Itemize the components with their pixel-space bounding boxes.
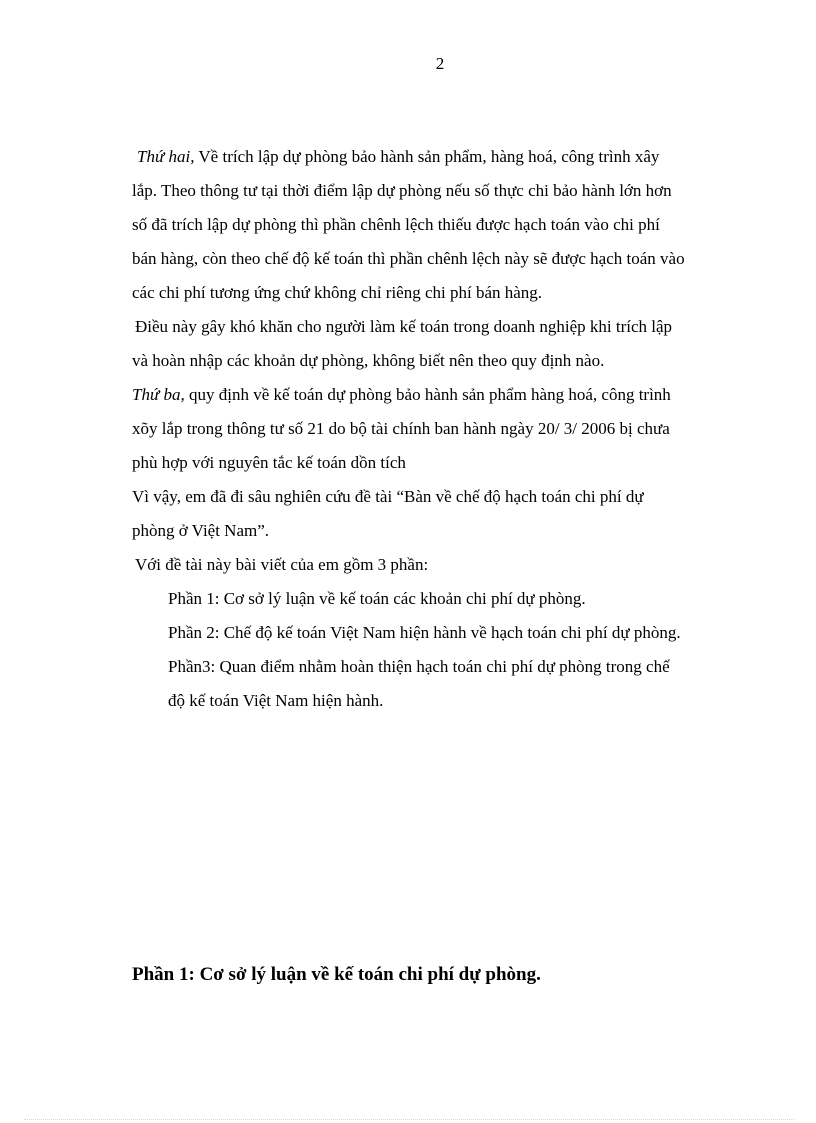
paragraph-1-line-3: số đã trích lập dự phòng thì phần chênh lệch thiếu được hạch toán vào chi phí [132, 215, 660, 234]
paragraph-2-line-2: và hoàn nhập các khoản dự phòng, không biết nên theo quy định nào. [132, 351, 605, 370]
parts-list-item-3: Phần3: Quan điểm nhằm hoàn thiện hạch toán chi phí dự phòng trong chế [168, 657, 670, 676]
paragraph-3-line-1-text: quy định về kế toán dự phòng bảo hành sản phẩm hàng hoá, công trình [184, 385, 671, 404]
parts-list-item-2: Phần 2: Chế độ kế toán Việt Nam hiện hành về hạch toán chi phí dự phòng. [168, 623, 681, 642]
paragraph-5-line-1: Với đề tài này bài viết của em gồm 3 phần: [135, 555, 429, 574]
paragraph-3-lead: Thứ ba, [132, 385, 185, 404]
paragraph-2-line-1: Điều này gây khó khăn cho người làm kế toán trong doanh nghiệp khi trích lập [135, 317, 673, 336]
paragraph-1-line-4: bán hàng, còn theo chế độ kế toán thì phần chênh lệch này sẽ được hạch toán vào [132, 249, 685, 268]
body-text [132, 140, 752, 718]
paragraph-4-line-1: Vì vậy, em đã đi sâu nghiên cứu đề tài “Bàn về chế độ hạch toán chi phí dự [132, 487, 644, 506]
paragraph-3-line-2: xõy lắp trong thông tư số 21 do bộ tài chính ban hành ngày 20/ 3/ 2006 bị chưa [132, 419, 670, 438]
page-bottom-divider [24, 1119, 794, 1120]
parts-list-item-3-continued: độ kế toán Việt Nam hiện hành. [168, 691, 384, 710]
paragraph-4-line-2: phòng ở Việt Nam”. [132, 521, 270, 540]
paragraph-1-lead: Thứ hai, [137, 147, 195, 166]
paragraph-1-line-5: các chi phí tương ứng chứ không chỉ riêng chi phí bán hàng. [132, 283, 543, 302]
section-heading: Phần 1: Cơ sở lý luận về kế toán chi phí dự phòng. [132, 964, 541, 985]
parts-list-item-1: Phần 1: Cơ sở lý luận về kế toán các khoản chi phí dự phòng. [168, 589, 586, 608]
page-number: 2 [435, 54, 445, 73]
paragraph-1-line-1-text: Về trích lập dự phòng bảo hành sản phẩm, hàng hoá, công trình xây [194, 147, 660, 166]
paragraph-1-line-2: lắp. Theo thông tư tại thời điểm lập dự phòng nếu số thực chi bảo hành lớn hơn [132, 181, 672, 200]
paragraph-1-line-1 [132, 140, 752, 174]
paragraph-3-line-3: phù hợp với nguyên tắc kế toán dồn tích [132, 453, 406, 472]
paragraph-3-line-1 [132, 378, 752, 412]
